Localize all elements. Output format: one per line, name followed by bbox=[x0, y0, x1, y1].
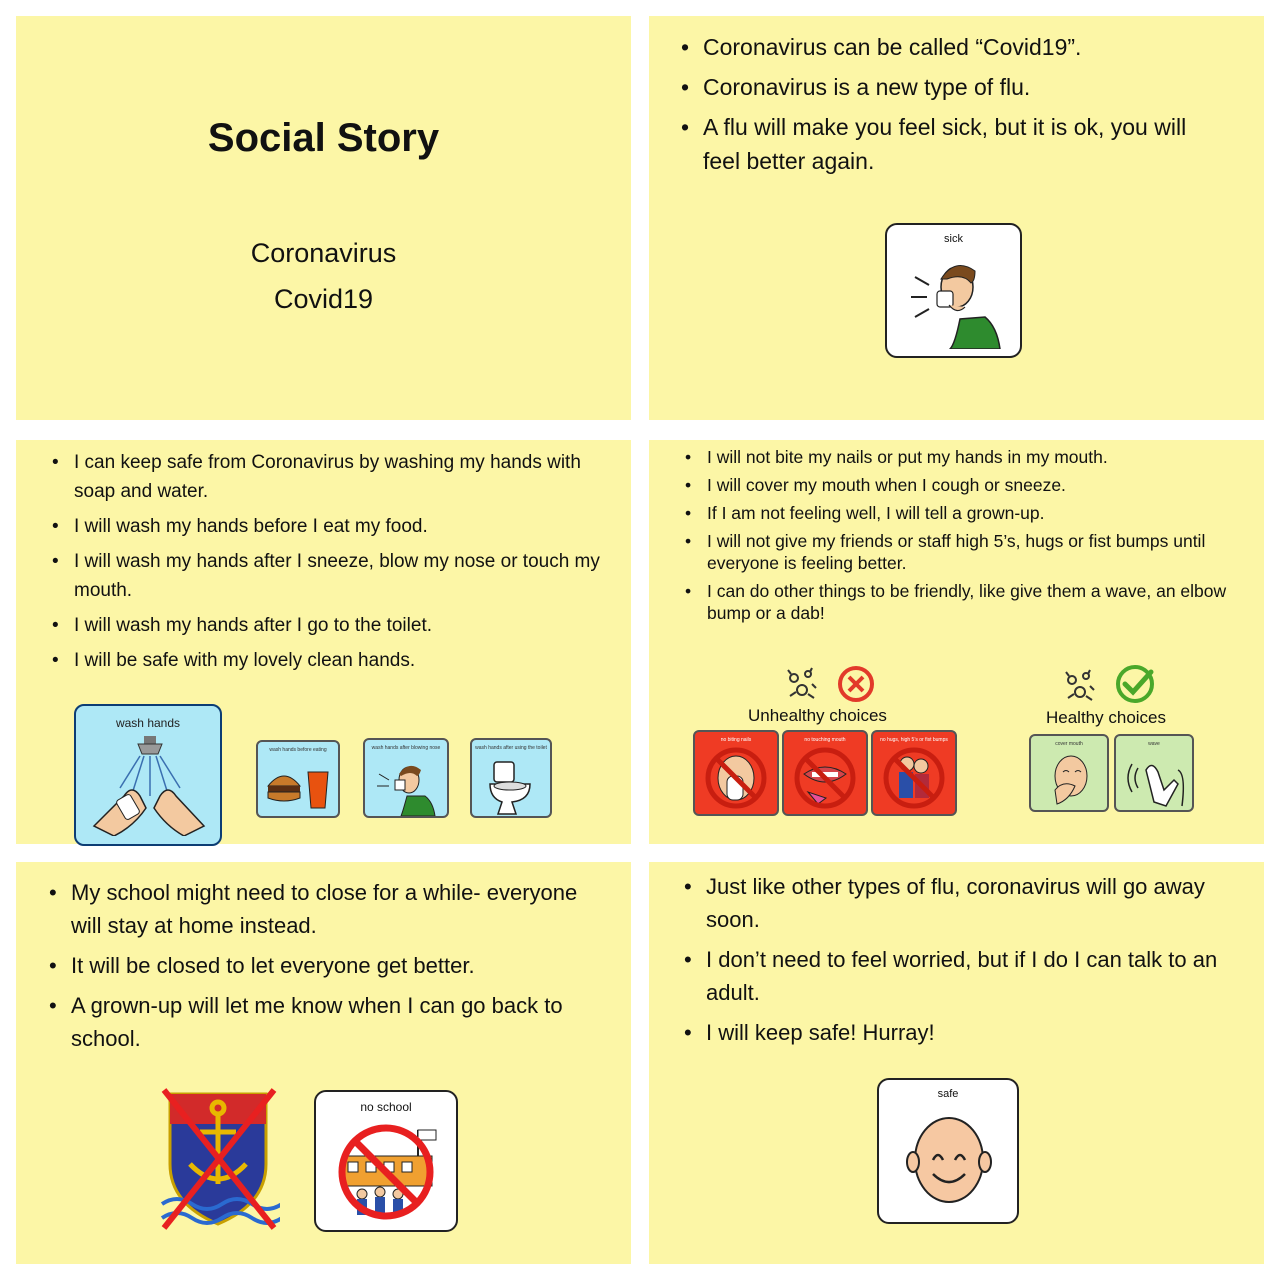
bullet-item: • A grown-up will let me know when I can go back to school. bbox=[71, 989, 591, 1055]
symbol-label: safe bbox=[937, 1088, 959, 1100]
slide-washing-hands bbox=[16, 440, 631, 844]
story-title: Social Story bbox=[207, 116, 440, 160]
symbol-label: wash hands after using the toilet bbox=[475, 745, 547, 751]
safe-face-icon bbox=[899, 1104, 999, 1214]
symbol-label: wash hands before eating bbox=[269, 747, 327, 753]
bullet-item: • I will wash my hands after I sneeze, blow my nose or touch my mouth. bbox=[74, 547, 604, 605]
toilet-icon bbox=[482, 756, 542, 816]
bullet-list bbox=[707, 446, 1247, 624]
no-hugs-icon bbox=[879, 746, 949, 812]
bullet-item: • It will be closed to let everyone get better. bbox=[71, 949, 591, 982]
bullet-item: • Coronavirus can be called “Covid19”. bbox=[703, 30, 1223, 64]
symbol-cover-mouth bbox=[1029, 734, 1109, 812]
bullet-list bbox=[74, 448, 604, 675]
symbol-label: wash hands bbox=[115, 716, 181, 730]
no-school-icon bbox=[326, 1116, 446, 1226]
symbol-wash-before-eating bbox=[256, 740, 340, 818]
bullet-item: • I can do other things to be friendly, like give them a wave, an elbow bump or a dab! bbox=[707, 580, 1247, 624]
healthy-choices-label: Healthy choices bbox=[1046, 708, 1167, 727]
symbol-card-safe bbox=[877, 1078, 1019, 1224]
wash-hands-icon bbox=[84, 736, 214, 836]
bullet-item: • My school might need to close for a while- everyone will stay at home instead. bbox=[71, 876, 591, 942]
symbol-label: no hugs, high 5’s or fist bumps bbox=[880, 737, 948, 743]
unhealthy-choices-label: Unhealthy choices bbox=[748, 706, 887, 725]
story-subtitle-name: Covid19 bbox=[273, 284, 374, 314]
cross-circle-icon bbox=[836, 664, 876, 704]
bullet-item: • Just like other types of flu, coronavirus will go away soon. bbox=[706, 870, 1226, 936]
slide-school-closing bbox=[16, 862, 631, 1264]
cover-mouth-icon bbox=[1041, 750, 1101, 810]
bullet-item: • I will wash my hands before I eat my food. bbox=[74, 512, 604, 541]
bullet-item: • I can keep safe from Coronavirus by washing my hands with soap and water. bbox=[74, 448, 604, 506]
bullet-item: • A flu will make you feel sick, but it is ok, you will feel better again. bbox=[703, 110, 1223, 178]
symbol-card-wash-hands bbox=[74, 704, 222, 846]
symbol-no-touching-mouth bbox=[782, 730, 868, 816]
bullet-list bbox=[706, 870, 1226, 1049]
slide-what-is-coronavirus bbox=[649, 16, 1264, 420]
bullet-item: • If I am not feeling well, I will tell a grown-up. bbox=[707, 502, 1247, 524]
sneeze-icon bbox=[905, 249, 1005, 349]
symbol-wash-after-blowing-nose bbox=[363, 738, 449, 818]
story-subtitle-topic: Coronavirus bbox=[250, 238, 397, 268]
bullet-item: • I don’t need to feel worried, but if I do I can talk to an adult. bbox=[706, 943, 1226, 1009]
symbol-label: no school bbox=[360, 1100, 412, 1114]
slide-healthy-choices bbox=[649, 440, 1264, 844]
burger-drink-icon bbox=[264, 762, 334, 812]
slide-title bbox=[16, 16, 631, 420]
germs-icon bbox=[1060, 666, 1100, 706]
symbol-no-hugs-high-fives bbox=[871, 730, 957, 816]
symbol-label: wave bbox=[1148, 741, 1160, 747]
bullet-item: • I will not bite my nails or put my hands in my mouth. bbox=[707, 446, 1247, 468]
germs-icon bbox=[782, 664, 822, 704]
bullet-list bbox=[71, 876, 591, 1055]
bullet-item: • I will be safe with my lovely clean hands. bbox=[74, 646, 604, 675]
school-crest-icon bbox=[156, 1084, 280, 1234]
symbol-label: cover mouth bbox=[1055, 741, 1083, 747]
bullet-item: • I will not give my friends or staff high 5’s, hugs or fist bumps until everyone is feeling better. bbox=[707, 530, 1247, 574]
symbol-wash-after-toilet bbox=[470, 738, 552, 818]
symbol-no-biting-nails bbox=[693, 730, 779, 816]
bullet-item: • I will keep safe! Hurray! bbox=[706, 1016, 1226, 1049]
no-touching-mouth-icon bbox=[790, 746, 860, 812]
blow-nose-icon bbox=[373, 756, 443, 816]
symbol-wave bbox=[1114, 734, 1194, 812]
bullet-item: • I will wash my hands after I go to the toilet. bbox=[74, 611, 604, 640]
bullet-item: • I will cover my mouth when I cough or sneeze. bbox=[707, 474, 1247, 496]
symbol-label: no biting nails bbox=[720, 737, 752, 743]
bullet-list bbox=[703, 30, 1223, 178]
symbol-card-no-school bbox=[314, 1090, 458, 1232]
check-circle-icon bbox=[1113, 662, 1157, 706]
symbol-label: sick bbox=[944, 233, 963, 245]
bullet-item: • Coronavirus is a new type of flu. bbox=[703, 70, 1223, 104]
slide-keep-safe bbox=[649, 862, 1264, 1264]
no-biting-nails-icon bbox=[701, 746, 771, 812]
symbol-card-sick bbox=[885, 223, 1022, 358]
symbol-label: no touching mouth bbox=[804, 737, 846, 743]
wave-hand-icon bbox=[1124, 750, 1188, 810]
symbol-label: wash hands after blowing nose bbox=[371, 745, 441, 751]
